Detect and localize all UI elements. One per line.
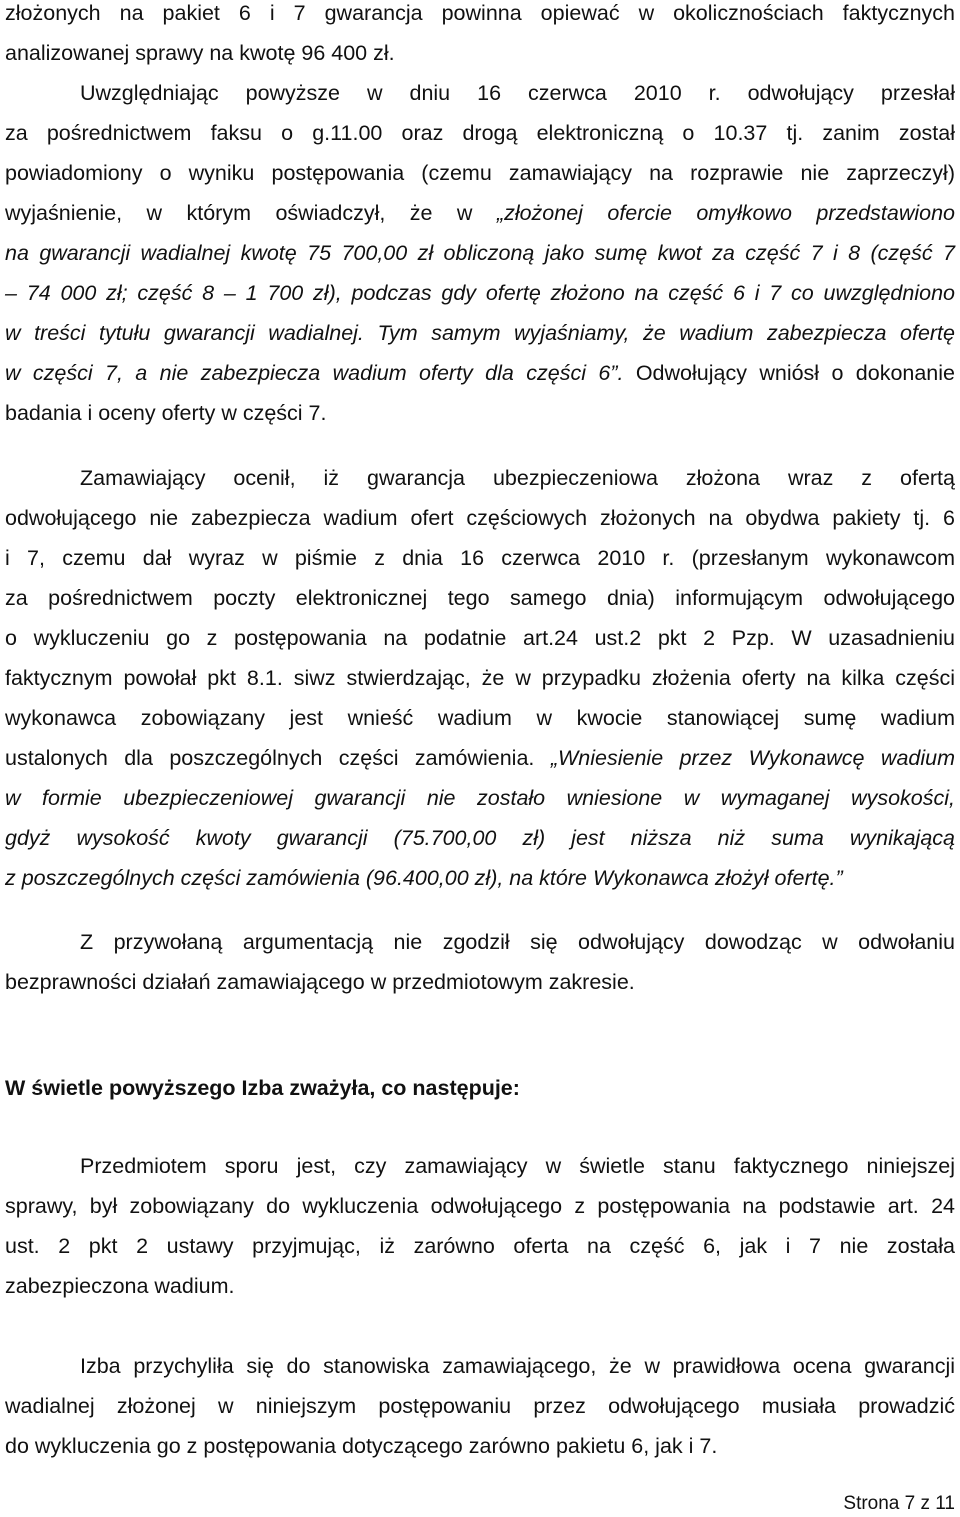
text-line: faktycznym powołał pkt 8.1. siwz stwierdzając, że w przypadku złożenia oferty na kilka części: [5, 666, 955, 690]
section-heading: W świetle powyższego Izba zważyła, co następuje:: [5, 1076, 520, 1100]
text-line: [5, 353, 955, 393]
quoted-text: w części 7, a nie zabezpiecza wadium oferty dla części 6”.: [5, 361, 624, 385]
text-line: złożonych na pakiet 6 i 7 gwarancja powinna opiewać w okolicznościach faktycznych: [5, 1, 955, 25]
quoted-text-line: w treści tytułu gwarancji wadialnej. Tym samym wyjaśniamy, że wadium zabezpiecza ofertę: [5, 321, 955, 345]
text-line: za pośrednictwem poczty elektronicznej tego samego dnia) informującym odwołującego: [5, 586, 955, 610]
text-line: sprawy, był zobowiązany do wykluczenia odwołującego z postępowania na podstawie art. 24: [5, 1194, 955, 1218]
text-line: ust. 2 pkt 2 ustawy przyjmując, iż zarówno oferta na część 6, jak i 7 nie została: [5, 1234, 955, 1258]
text-line: za pośrednictwem faksu o g.11.00 oraz drogą elektroniczną o 10.37 tj. zanim został: [5, 121, 955, 145]
text-line: Zamawiający ocenił, iż gwarancja ubezpieczeniowa złożona wraz z ofertą: [80, 466, 955, 490]
text-line: wykonawca zobowiązany jest wnieść wadium w kwocie stanowiącej sumę wadium: [5, 706, 955, 730]
quoted-text-line: w formie ubezpieczeniowej gwarancji nie zostało wniesione w wymaganej wysokości,: [5, 786, 955, 810]
text-line: powiadomiony o wyniku postępowania (czemu zamawiający na rozprawie nie zaprzeczył): [5, 161, 955, 185]
quoted-text-line: z poszczególnych części zamówienia (96.400,00 zł), na które Wykonawca złożył ofertę.”: [5, 866, 843, 890]
text-line: Uwzględniając powyższe w dniu 16 czerwca 2010 r. odwołujący przesłał: [80, 81, 955, 105]
text-line: do wykluczenia go z postępowania dotyczącego zarówno pakietu 6, jak i 7.: [5, 1434, 718, 1458]
quoted-text-line: gdyż wysokość kwoty gwarancji (75.700,00 zł) jest niższa niż suma wynikającą: [5, 826, 955, 850]
text-line: Izba przychyliła się do stanowiska zamawiającego, że w prawidłowa ocena gwarancji: [80, 1354, 955, 1378]
text-span: wyjaśnienie, w którym oświadczył, że w: [5, 201, 473, 225]
quoted-text: „Wniesienie przez Wykonawcę wadium: [550, 746, 955, 770]
quoted-text-line: – 74 000 zł; część 8 – 1 700 zł), podczas gdy ofertę złożono na część 6 i 7 co uwzględniono: [5, 281, 955, 305]
quoted-text-line: na gwarancji wadialnej kwotę 75 700,00 zł obliczoną jako sumę kwot za część 7 i 8 (część 7: [5, 241, 955, 265]
text-line: analizowanej sprawy na kwotę 96 400 zł.: [5, 41, 395, 65]
text-line: badania i oceny oferty w części 7.: [5, 401, 327, 425]
page-number: Strona 7 z 11: [843, 1493, 955, 1514]
text-span: Odwołujący wniósł o dokonanie: [635, 361, 956, 385]
text-line: i 7, czemu dał wyraz w piśmie z dnia 16 czerwca 2010 r. (przesłanym wykonawcom: [5, 546, 955, 570]
text-line: odwołującego nie zabezpiecza wadium ofert częściowych złożonych na obydwa pakiety tj. 6: [5, 506, 955, 530]
text-line: Z przywołaną argumentacją nie zgodził się odwołujący dowodząc w odwołaniu: [80, 930, 955, 954]
text-line: [5, 738, 955, 778]
text-line: bezprawności działań zamawiającego w przedmiotowym zakresie.: [5, 970, 635, 994]
text-line: wadialnej złożonej w niniejszym postępowaniu przez odwołującego musiała prowadzić: [5, 1394, 955, 1418]
text-line: [5, 193, 955, 233]
text-span: ustalonych dla poszczególnych części zamówienia.: [5, 746, 535, 770]
text-line: o wykluczeniu go z postępowania na podatnie art.24 ust.2 pkt 2 Pzp. W uzasadnieniu: [5, 626, 955, 650]
text-line: zabezpieczona wadium.: [5, 1274, 235, 1298]
quoted-text: „złożonej ofercie omyłkowo przedstawiono: [496, 201, 955, 225]
text-line: Przedmiotem sporu jest, czy zamawiający w świetle stanu faktycznego niniejszej: [80, 1154, 955, 1178]
